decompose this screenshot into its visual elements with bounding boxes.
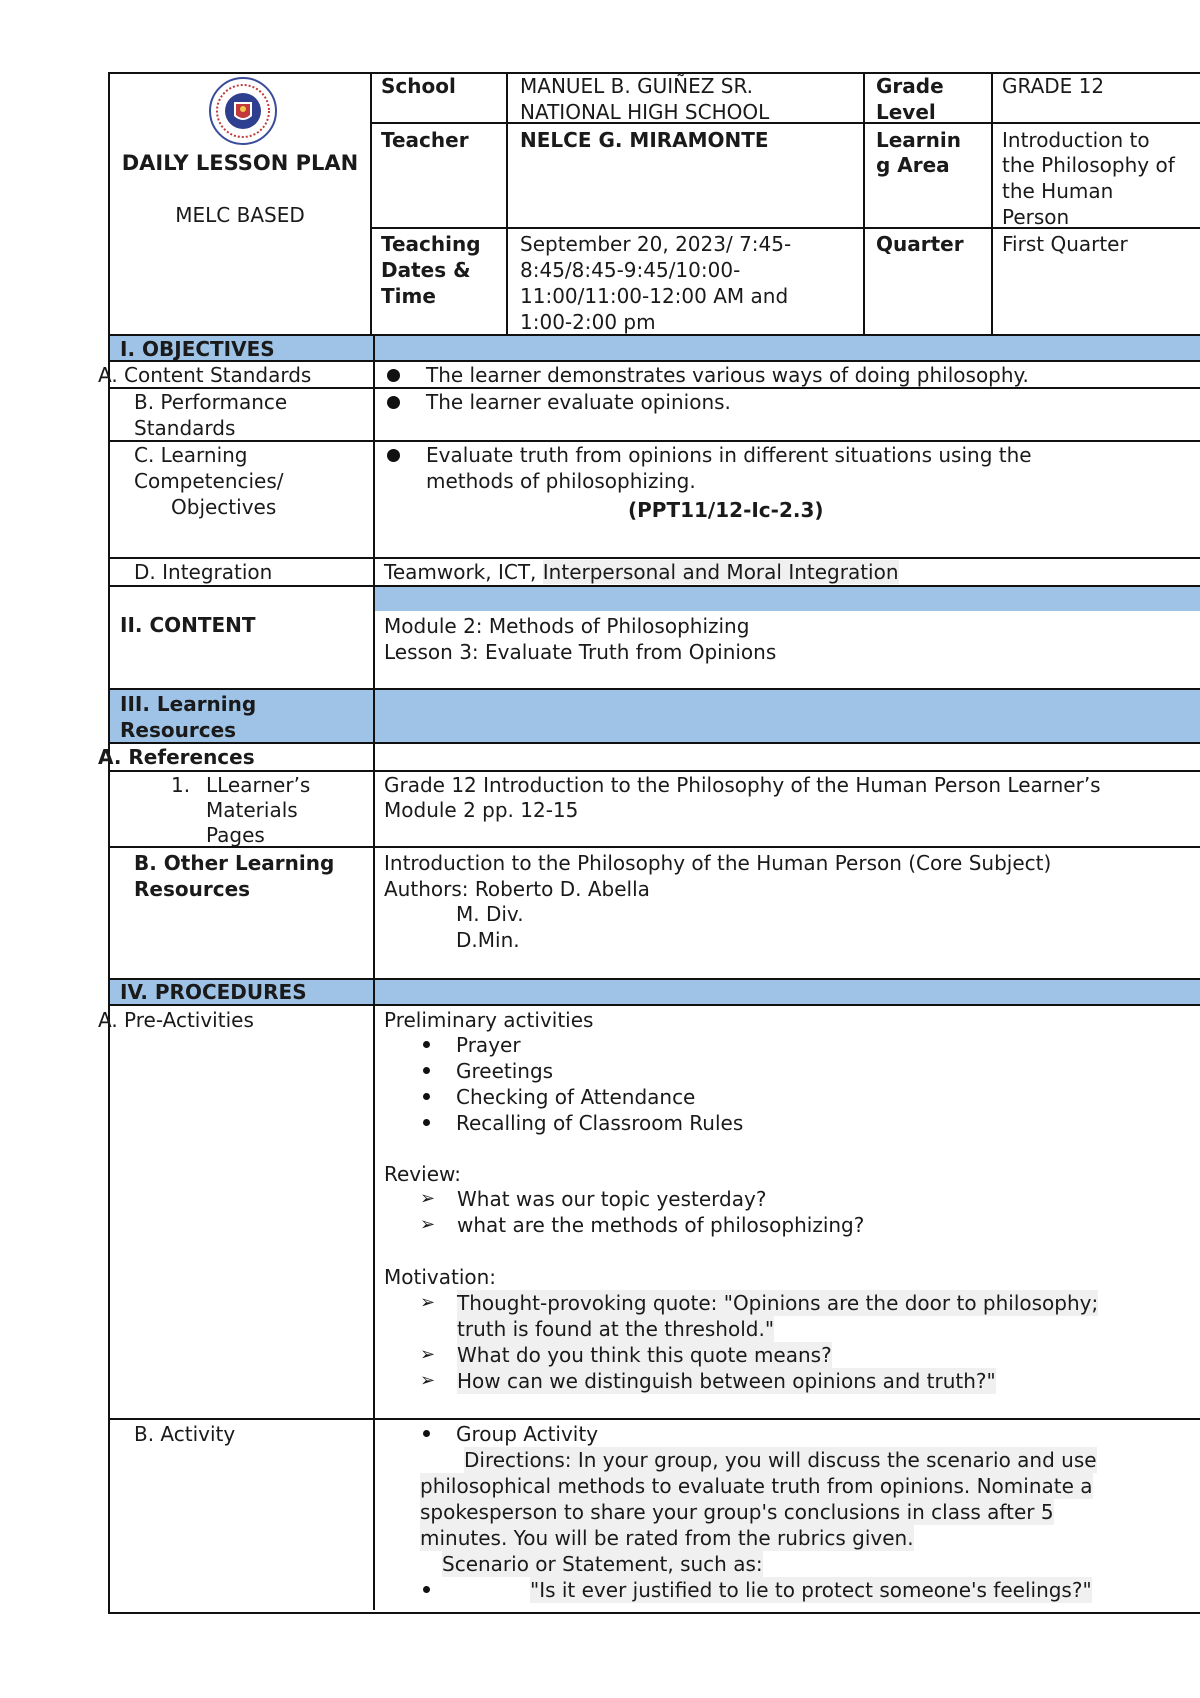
bullet-icon	[423, 1119, 430, 1126]
bullet-icon	[387, 396, 400, 409]
scenario-label: Scenario or Statement, such as:	[442, 1552, 763, 1576]
bullet-icon	[423, 1041, 430, 1048]
content-standards-label: A. Content Standards	[98, 363, 312, 387]
lm-text-2: Module 2 pp. 12-15	[384, 798, 579, 822]
competencies-text-1: Evaluate truth from opinions in different situations using the	[426, 443, 1032, 467]
activity-directions-2: philosophical methods to evaluate truth from opinions. Nominate a	[420, 1474, 1093, 1498]
competencies-label-3: Objectives	[171, 495, 277, 519]
procedures-heading: IV. PROCEDURES	[120, 980, 307, 1004]
preliminary-item: Checking of Attendance	[456, 1085, 696, 1109]
bullet-icon	[423, 1430, 430, 1437]
objectives-heading: I. OBJECTIVES	[120, 337, 275, 361]
preliminary-item: Recalling of Classroom Rules	[456, 1111, 744, 1135]
competencies-label-1: C. Learning	[134, 443, 248, 467]
preliminary-item: Prayer	[456, 1033, 521, 1057]
arrow-bullet-icon: ➢	[420, 1292, 436, 1313]
teacher-value: NELCE G. MIRAMONTE	[520, 128, 769, 152]
review-title: Review:	[384, 1162, 462, 1186]
grade-label-2: Level	[876, 100, 936, 124]
performance-label-1: B. Performance	[134, 390, 288, 414]
integration-text-b: Interpersonal and Moral Integration	[542, 560, 899, 584]
competencies-text-2: methods of philosophizing.	[426, 469, 696, 493]
area-value-3: the Human	[1002, 179, 1114, 203]
area-label-1: Learnin	[876, 128, 961, 152]
plan-title: DAILY LESSON PLAN	[121, 151, 359, 175]
teacher-label: Teacher	[381, 128, 469, 152]
activity-title: Group Activity	[456, 1422, 599, 1446]
bullet-icon	[387, 449, 400, 462]
integration-label: D. Integration	[134, 560, 273, 584]
competency-code: (PPT11/12-Ic-2.3)	[628, 498, 824, 522]
bullet-icon	[423, 1586, 430, 1593]
area-label-2: g Area	[876, 153, 950, 177]
other-resources-text-1: Introduction to the Philosophy of the Human Person (Core Subject)	[384, 851, 1052, 875]
grade-label-1: Grade	[876, 74, 944, 98]
other-resources-text-3: M. Div.	[456, 902, 524, 926]
integration-text	[384, 559, 899, 585]
arrow-bullet-icon: ➢	[420, 1370, 436, 1391]
arrow-bullet-icon: ➢	[420, 1344, 436, 1365]
dates-label-2: Dates &	[381, 258, 471, 282]
activity-directions-4: minutes. You will be rated from the rubrics given.	[420, 1526, 914, 1550]
motivation-item: Thought-provoking quote: "Opinions are the door to philosophy;	[457, 1291, 1099, 1315]
other-resources-label-1: B. Other Learning	[134, 851, 335, 875]
dates-value-4: 1:00-2:00 pm	[520, 310, 656, 334]
dates-label-1: Teaching	[381, 232, 481, 256]
references-label: A. References	[98, 745, 255, 769]
content-heading: II. CONTENT	[120, 613, 256, 637]
content-band	[375, 587, 1200, 611]
content-line-1: Module 2: Methods of Philosophizing	[384, 614, 750, 638]
motivation-title: Motivation:	[384, 1265, 497, 1289]
other-resources-text-2: Authors: Roberto D. Abella	[384, 877, 650, 901]
school-value-1: MANUEL B. GUIÑEZ SR.	[520, 74, 754, 98]
dates-value-1: September 20, 2023/ 7:45-	[520, 232, 792, 256]
resources-heading-2: Resources	[120, 718, 237, 742]
plan-subtitle: MELC BASED	[175, 203, 305, 227]
performance-label-2: Standards	[134, 416, 236, 440]
activity-directions-1: Directions: In your group, you will discuss the scenario and use	[464, 1448, 1097, 1472]
resources-heading-1: III. Learning	[120, 692, 257, 716]
competencies-label-2: Competencies/	[134, 469, 284, 493]
integration-text-a: Teamwork, ICT,	[384, 560, 543, 584]
bullet-icon	[423, 1067, 430, 1074]
motivation-item: How can we distinguish between opinions and truth?"	[457, 1369, 996, 1393]
resources-band	[110, 690, 1200, 742]
arrow-bullet-icon: ➢	[420, 1188, 436, 1209]
preliminary-item: Greetings	[456, 1059, 554, 1083]
quarter-label: Quarter	[876, 232, 964, 256]
pre-activities-label: A. Pre-Activities	[98, 1008, 254, 1032]
grade-value: GRADE 12	[1002, 74, 1105, 98]
area-value-2: the Philosophy of	[1002, 153, 1175, 177]
lm-number: 1.	[171, 773, 191, 797]
dates-value-3: 11:00/11:00-12:00 AM and	[520, 284, 789, 308]
area-value-1: Introduction to	[1002, 128, 1150, 152]
content-standards-text: The learner demonstrates various ways of doing philosophy.	[426, 363, 1029, 387]
school-value-2: NATIONAL HIGH SCHOOL	[520, 100, 770, 124]
motivation-item: What do you think this quote means?	[457, 1343, 832, 1367]
preliminary-title: Preliminary activities	[384, 1008, 594, 1032]
lm-text-1: Grade 12 Introduction to the Philosophy of the Human Person Learner’s	[384, 773, 1101, 797]
review-item: what are the methods of philosophizing?	[457, 1213, 865, 1237]
other-resources-text-4: D.Min.	[456, 928, 520, 952]
arrow-bullet-icon: ➢	[420, 1214, 436, 1235]
bullet-icon	[387, 369, 400, 382]
lm-label-1: LLearner’s	[206, 773, 311, 797]
bullet-icon	[423, 1093, 430, 1100]
quarter-value: First Quarter	[1002, 232, 1128, 256]
dates-value-2: 8:45/8:45-9:45/10:00-	[520, 258, 741, 282]
deped-seal-icon	[208, 76, 278, 146]
activity-directions-3: spokesperson to share your group's conclusions in class after 5	[420, 1500, 1054, 1524]
motivation-item-continued: truth is found at the threshold."	[457, 1317, 775, 1341]
other-resources-label-2: Resources	[134, 877, 251, 901]
area-value-4: Person	[1002, 205, 1070, 229]
dates-label-3: Time	[381, 284, 436, 308]
content-line-2: Lesson 3: Evaluate Truth from Opinions	[384, 640, 777, 664]
performance-text: The learner evaluate opinions.	[426, 390, 731, 414]
activity-label: B. Activity	[134, 1422, 236, 1446]
lm-label-2: Materials	[206, 798, 298, 822]
lm-label-3: Pages	[206, 823, 265, 847]
scenario-item: "Is it ever justified to lie to protect someone's feelings?"	[530, 1578, 1092, 1602]
review-item: What was our topic yesterday?	[457, 1187, 767, 1211]
school-label: School	[381, 74, 456, 98]
